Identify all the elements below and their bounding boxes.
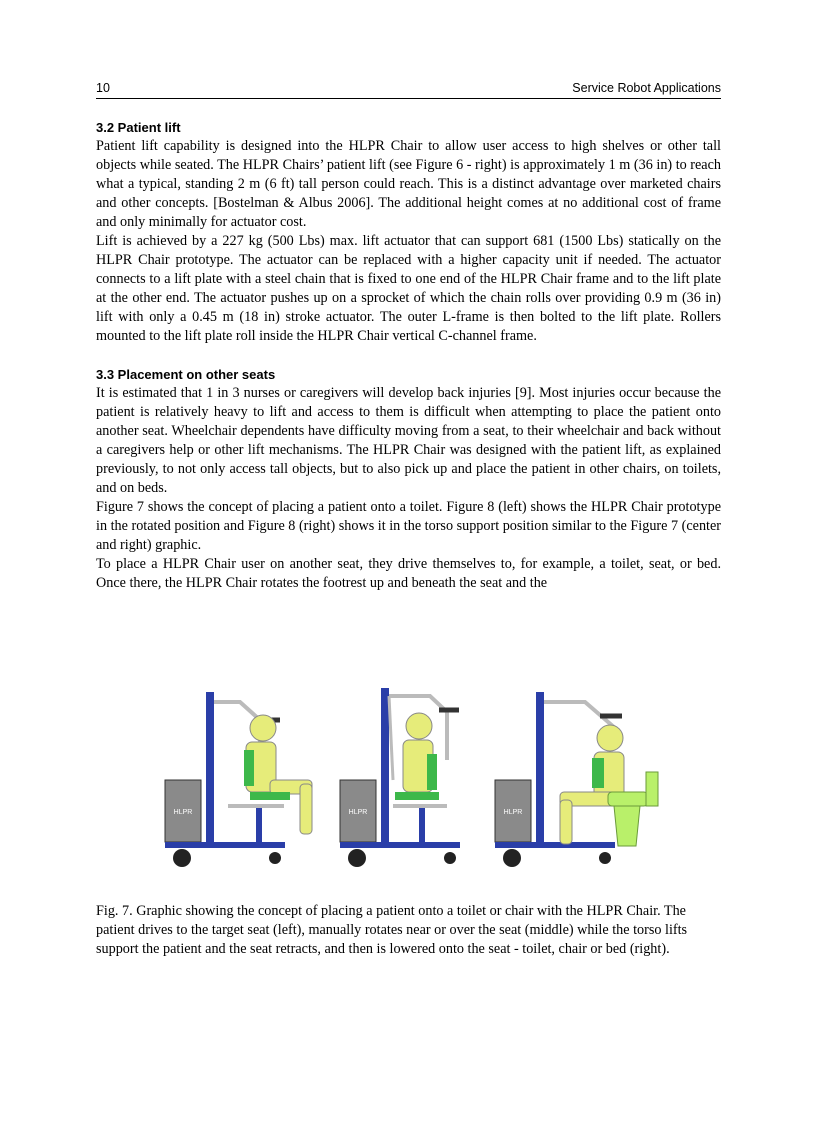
seat-back [427,754,437,790]
hlpr-label: HLPR [348,809,368,816]
running-header [96,80,721,99]
torso-lift [592,758,604,788]
base-frame [340,842,460,848]
panel-left [165,692,312,867]
seat [250,792,290,800]
section-heading-placement: 3.3 Placement on other seats [96,367,276,382]
person-head [597,725,623,751]
seat-frame [393,804,447,808]
seat-back [244,750,254,786]
person-head [250,715,276,741]
toilet-bowl [614,806,640,846]
vertical-frame [206,692,214,848]
seat [395,792,439,800]
seat-post [419,808,425,844]
panel-right [495,692,658,867]
base-frame [495,842,615,848]
section-heading-patient-lift: 3.2 Patient lift [96,120,181,135]
person-leg [560,800,572,844]
paragraph: Lift is achieved by a 227 kg (500 Lbs) max. lift actuator that can support 681 (1500 Lbs) statically on the HLPR Chair prototype. The actuator can be replaced with a higher capacity unit if needed. The actuator connects to a lift plate with a steel chain that is fixed to one end of the HLPR Chair frame and to the lift plate at the other end. The actuator pushes up on a sprocket of which the chain rolls over providing 0.9 m (36 in) lift with only a 0.45 m (18 in) stroke actuator. The outer L-frame is then bolted to the lift plate. Rollers mounted to the lift plate roll inside the HLPR Chair vertical C-channel frame. [96,233,721,344]
seat-frame [228,804,284,808]
figure-caption: Fig. 7. Graphic showing the concept of placing a patient onto a toilet or chair with the HLPR Chair. The patient drives to the target seat (left), manually rotates near or over the seat (middle) while the torso lifts support the patient and the seat retracts, and then is lowered onto the seat - toilet, chair or bed (right). [96,903,688,957]
paragraph: Patient lift capability is designed into the HLPR Chair to allow user access to high shelves or other tall objects while seated. The HLPR Chairs’ patient lift (see Figure 6 - right) is approximately 1 m (36 in) to reach what a typical, standing 2 m (6 ft) tall person could reach. This is a distinct advantage over marketed chairs and other concepts. [Bostelman & Albus 2006]. The additional height comes at no additional cost of frame and only minimally for actuator cost. [96,138,721,230]
hlpr-label: HLPR [173,809,193,816]
wheel [269,852,281,864]
wheel [348,849,366,867]
paragraph: To place a HLPR Chair user on another seat, they drive themselves to, for example, a toilet, seat, or bed. Once there, the HLPR Chair rotates the footrest up and beneath the seat and the [96,556,721,591]
page-number: 10 [96,81,110,95]
vertical-frame [536,692,544,848]
hlpr-label: HLPR [503,809,523,816]
wheel [503,849,521,867]
wheel [173,849,191,867]
paragraph: It is estimated that 1 in 3 nurses or caregivers will develop back injuries [9]. Most injuries occur because the patient is relatively heavy to lift and access to them is difficult when attempting to place the patient onto another seat. Wheelchair dependents have difficulty moving from a seat, to their wheelchair and back without a caregivers help or other lift mechanisms. The HLPR Chair was designed with the patient lift, as explained previously, to not only access tall objects, but to also pick up and place the patient in other chairs, on toilets, and on beds. [96,385,721,496]
person-head [406,713,432,739]
body-text [96,118,721,593]
vertical-frame [381,688,389,848]
running-title: Service Robot Applications [572,81,721,95]
panel-middle [340,688,460,867]
seat-post [256,808,262,844]
side-frame [389,696,393,780]
toilet-tank [646,772,658,806]
base-frame [165,842,285,848]
person-leg [300,784,312,834]
paragraph: Figure 7 shows the concept of placing a patient onto a toilet. Figure 8 (left) shows the HLPR Chair prototype in the rotated position and Figure 8 (right) shows it in the torso support position similar to the Figure 7 (center and right) graphic. [96,499,721,553]
wheel [599,852,611,864]
figure-7 [160,680,660,880]
wheel [444,852,456,864]
figure-7-graphic [160,680,660,880]
toilet-seat [608,792,648,806]
